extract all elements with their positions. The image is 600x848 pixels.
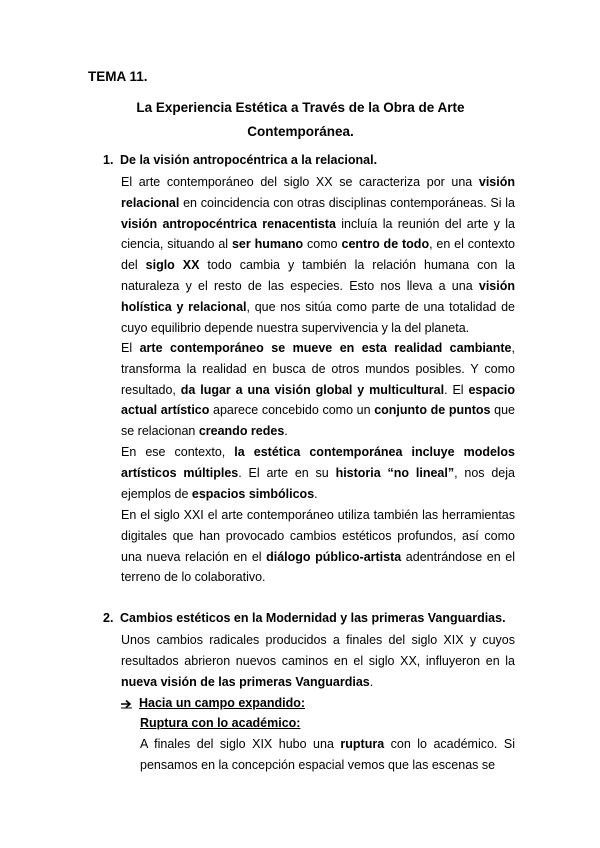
- bold-run: visión antropocéntrica renacentista: [121, 216, 336, 231]
- section-1-paragraph-2: [121, 338, 515, 442]
- bold-run: visión relacional: [121, 175, 515, 210]
- text-run: .: [284, 424, 288, 439]
- bold-run: historia “no lineal”: [335, 465, 455, 480]
- subsection-title: Hacia un campo expandido:: [139, 696, 306, 710]
- text-run: incluía la reunión del arte y la ciencia, situando al: [121, 216, 515, 252]
- text-run: .: [314, 486, 318, 501]
- text-run: .: [369, 674, 374, 689]
- bold-run: diálogo público-artista: [266, 549, 402, 564]
- section-1-paragraph-3: [121, 442, 515, 504]
- section-1-paragraph-4: [121, 505, 515, 588]
- bold-run: visión holística y relacional: [121, 278, 515, 314]
- section-2-paragraph-1: [121, 630, 515, 692]
- sub-subsection-title: Ruptura con lo académico:: [140, 716, 301, 730]
- text-run: Unos cambios radicales producidos a finales del siglo XIX y cuyos resultados abrieron nuevos caminos en el siglo XX, influyeron en la: [121, 633, 515, 668]
- title-line-2: Contemporánea.: [247, 124, 354, 139]
- bold-run: espacios simbólicos: [191, 486, 315, 501]
- bold-run: da lugar a una visión global y multicultural: [180, 382, 445, 397]
- text-run: con lo académico. Si pensamos en la concepción espacial vemos que las escenas se: [140, 737, 516, 772]
- text-run: todo cambia y también la relación humana con la naturaleza y el resto de las especies. Esto nos lleva a una: [121, 258, 515, 293]
- bold-run: creando redes: [198, 424, 285, 439]
- text-run: adentrándose en el terreno de lo colaborativo.: [121, 549, 515, 585]
- bold-run: ruptura: [340, 737, 385, 751]
- text-run: en coincidencia con otras disciplinas contemporáneas. Si la: [179, 195, 515, 210]
- bold-run: espacio actual artístico: [121, 382, 516, 418]
- text-run: , transforma la realidad en busca de otros mundos posibles. Y como resultado,: [121, 341, 515, 397]
- section-2-number: 2.: [103, 611, 114, 625]
- arrow-bullet-icon: [121, 696, 139, 710]
- text-run: , nos deja ejemplos de: [121, 465, 515, 501]
- section-2-paragraph-2: [140, 734, 515, 776]
- section-1-paragraph-1: [121, 172, 515, 338]
- section-1-number: 1.: [103, 153, 114, 167]
- section-1-title: De la visión antropocéntrica a la relacional.: [120, 153, 378, 167]
- text-run: . El: [444, 382, 469, 397]
- text-run: El arte contemporáneo del siglo XX se caracteriza por una: [121, 175, 479, 189]
- bold-run: siglo XX: [145, 258, 200, 273]
- bold-run: nueva visión de las primeras Vanguardias: [121, 674, 370, 689]
- bold-run: ser humano: [231, 237, 304, 252]
- title-line-1: La Experiencia Estética a Través de la Obra de Arte: [136, 100, 465, 115]
- bold-run: la estética contemporánea incluye modelos artísticos múltiples: [121, 445, 515, 480]
- bold-run: conjunto de puntos: [374, 403, 491, 418]
- text-run: En ese contexto,: [121, 445, 235, 459]
- section-1-heading: [103, 153, 377, 167]
- text-run: , en el contexto del: [121, 237, 516, 273]
- text-run: . El arte en su: [238, 465, 336, 480]
- section-2-title: Cambios estéticos en la Modernidad y las primeras Vanguardias.: [120, 611, 506, 625]
- text-run: que se relacionan: [121, 403, 515, 439]
- section-2-heading: [103, 611, 506, 625]
- document-title: [88, 96, 513, 144]
- subsection-heading: [121, 696, 305, 710]
- bold-run: arte contemporáneo se mueve en esta realidad cambiante: [139, 341, 512, 355]
- text-run: A finales del siglo XIX hubo una: [140, 737, 341, 751]
- text-run: aparece concebido como un: [209, 403, 375, 418]
- text-run: como: [303, 237, 342, 252]
- bold-run: centro de todo: [341, 237, 430, 252]
- text-run: En el siglo XXI el arte contemporáneo utiliza también las herramientas digitales que han provocado cambios estéticos profundos, así como una nueva relación en el: [121, 508, 515, 564]
- text-run: El: [121, 341, 140, 355]
- text-run: , que nos sitúa como parte de una totalidad de cuyo equilibrio depende nuestra supervivencia y la del planeta.: [121, 299, 516, 335]
- topic-label: TEMA 11.: [88, 69, 148, 84]
